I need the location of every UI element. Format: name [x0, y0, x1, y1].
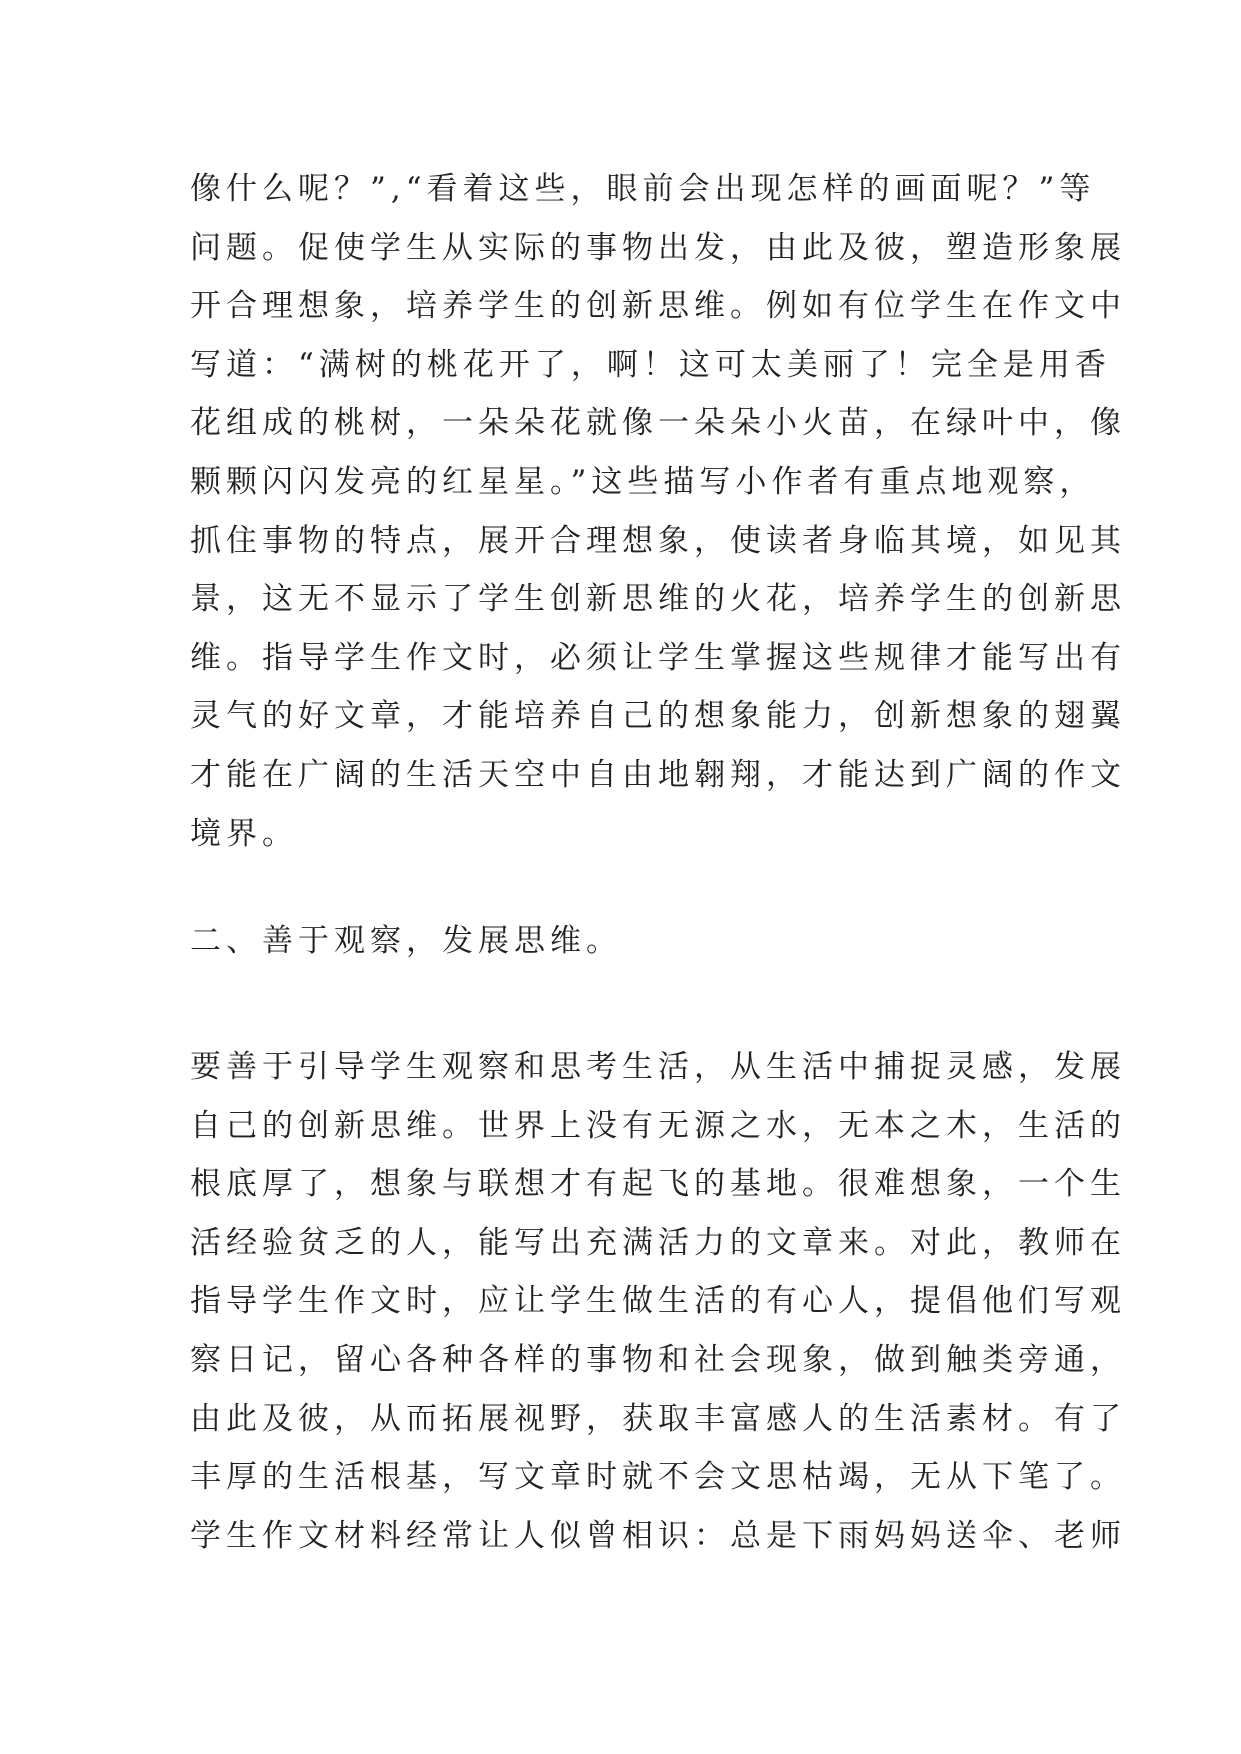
text-line: 丰厚的生活根基，写文章时就不会文思枯竭，无从下笔了。	[190, 1459, 1126, 1496]
text-line: 学生作文材料经常让人似曾相识：总是下雨妈妈送伞、老师	[190, 1517, 1126, 1554]
text-line: 写道：“满树的桃花开了，啊！这可太美丽了！完全是用香	[190, 346, 1111, 383]
text-line: 活经验贫乏的人，能写出充满活力的文章来。对此，教师在	[190, 1224, 1126, 1261]
text-line: 要善于引导学生观察和思考生活，从生活中捕捉灵感，发展	[190, 1049, 1126, 1085]
text-line: 察日记，留心各种各样的事物和社会现象，做到触类旁通，	[190, 1341, 1126, 1378]
text-line: 维。指导学生作文时，必须让学生掌握这些规律才能写出有	[190, 639, 1126, 676]
text-line: 灵气的好文章，才能培养自己的想象能力，创新想象的翅翼	[190, 698, 1126, 735]
text-line: 由此及彼，从而拓展视野，获取丰富感人的生活素材。有了	[190, 1400, 1126, 1437]
text-line: 境界。	[190, 815, 298, 852]
text-line: 开合理想象，培养学生的创新思维。例如有位学生在作文中	[190, 288, 1126, 325]
paragraph-2	[190, 1038, 1126, 1565]
text-line: 像什么呢？”,“看着这些，眼前会出现怎样的画面呢？”等	[190, 171, 1096, 207]
text-line: 指导学生作文时，应让学生做生活的有心人，提倡他们写观	[190, 1283, 1126, 1320]
text-line: 抓住事物的特点，展开合理想象，使读者身临其境，如见其	[190, 522, 1126, 559]
text-line: 景，这无不显示了学生创新思维的火花，培养学生的创新思	[190, 581, 1126, 618]
section-heading	[190, 912, 1070, 971]
text-line: 花组成的桃树，一朵朵花就像一朵朵小火苗，在绿叶中，像	[190, 405, 1126, 442]
text-line: 颗颗闪闪发亮的红星星。”这些描写小作者有重点地观察，	[190, 463, 1096, 500]
text-line: 问题。促使学生从实际的事物出发，由此及彼，塑造形象展	[190, 229, 1126, 266]
section-heading-text: 二、善于观察，发展思维。	[190, 923, 622, 959]
text-line: 自己的创新思维。世界上没有无源之水，无本之木，生活的	[190, 1107, 1126, 1144]
paragraph-1	[190, 160, 1126, 863]
text-line: 根底厚了，想象与联想才有起飞的基地。很难想象，一个生	[190, 1166, 1126, 1203]
text-line: 才能在广阔的生活天空中自由地翱翔，才能达到广阔的作文	[190, 756, 1126, 793]
